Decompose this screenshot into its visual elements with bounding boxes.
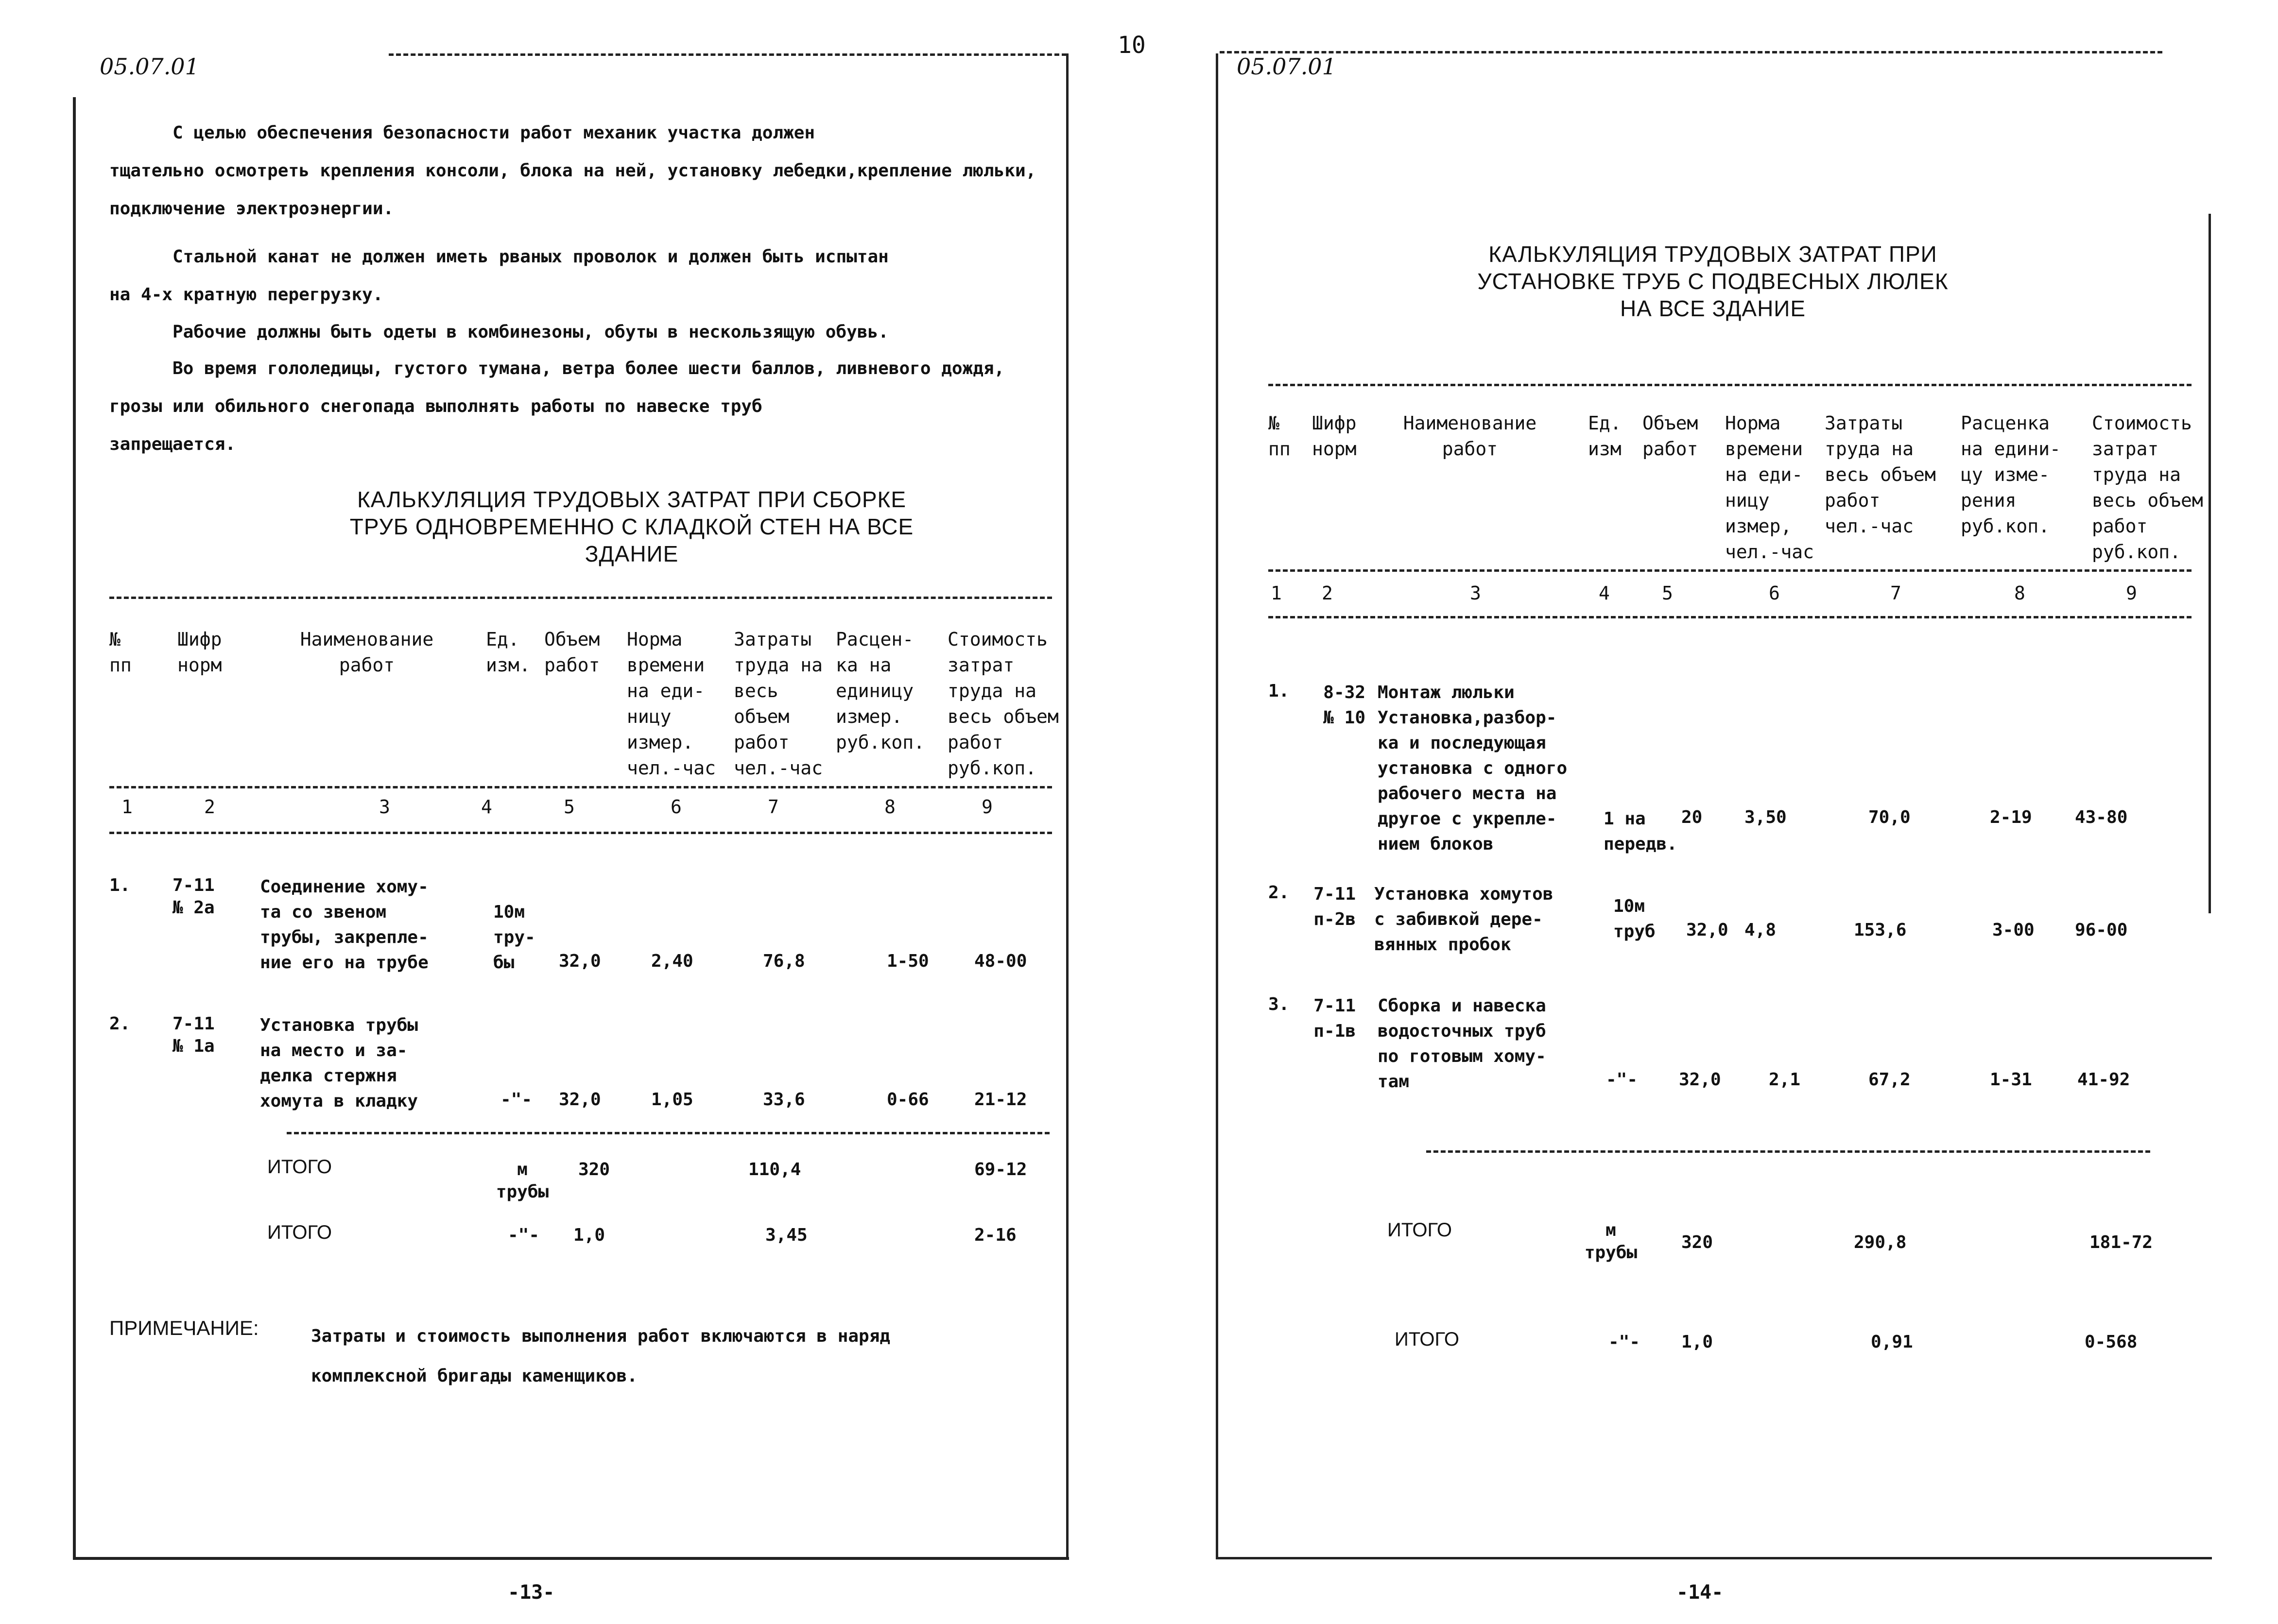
left-page-frame-bottom [73,1557,1069,1560]
right-header-labor: Затраты труда на весь объем работ чел.-час [1825,412,1936,537]
total-volume: 1,0 [573,1225,605,1245]
paragraph-2-text: Стальной канат не должен иметь рваных проволок и должен быть испытан на 4-х кратную перегрузку. [109,247,889,305]
row-code: 8-32 № 10 [1323,683,1365,728]
total-cost: 2-16 [974,1225,1017,1245]
total-label: ИТОГО [267,1222,332,1243]
total-labor: 0,91 [1871,1332,1913,1352]
left-page-frame-top [389,53,1067,56]
total-unit: м трубы [496,1160,549,1202]
right-colnum-2: 2 [1322,582,1333,604]
right-header-norm: Норма времени на еди- ницу измер, чел.-час [1725,412,1814,563]
row-cost: 43-80 [2075,807,2128,827]
row-unit: -"- [500,1090,533,1110]
right-page-frame-left [1216,53,1218,1559]
row-volume: 20 [1681,807,1703,827]
row-volume: 32,0 [1686,920,1728,940]
row-volume: 32,0 [1679,1070,1721,1090]
left-page-code: 05.07.01 [100,53,199,80]
right-colnum-4: 4 [1599,582,1610,604]
row-cost: 41-92 [2077,1070,2130,1090]
row-rate: 1-31 [1990,1070,2032,1090]
right-header-code: Шифр норм [1312,412,1357,460]
row-code: 7-11 п-1в [1313,996,1356,1041]
row-volume: 32,0 [559,951,601,971]
left-paragraph-2 [109,238,1042,314]
total-volume: 320 [1681,1232,1713,1252]
row-norm: 3,50 [1744,807,1787,827]
left-header-labor: Затраты труда на весь объем работ чел.-час [734,629,823,779]
row-unit: 10м тру- бы [493,902,535,973]
left-header-cost: Стоимость затрат труда на весь объем работ руб.коп. [948,629,1059,779]
row-labor: 76,8 [763,951,805,971]
row-number: 1. [109,875,131,895]
right-colnum-1: 1 [1271,582,1282,604]
row-norm: 2,1 [1769,1070,1801,1090]
row-cost: 96-00 [2075,920,2128,940]
right-header-name: Наименование работ [1403,412,1537,460]
row-rate: 0-66 [887,1090,929,1110]
total-label: ИТОГО [267,1156,332,1178]
left-colnum-3: 3 [379,796,390,818]
left-header-volume: Объем работ [544,629,600,676]
paragraph-1-text: С целью обеспечения безопасности работ механик участка должен тщательно осмотреть крепления консоли, блока на ней, установку лебедки,крепление люльки, подключение электроэнергии. [109,123,1036,219]
total-unit: м трубы [1584,1220,1638,1263]
total-volume: 320 [578,1160,610,1180]
right-colnum-6: 6 [1769,582,1780,604]
row-rate: 1-50 [887,951,929,971]
left-colnum-5: 5 [564,796,575,818]
right-page-frame-bottom [1216,1557,2212,1559]
paragraph-3-text: Рабочие должны быть одеты в комбинезоны, обуты в нескользящую обувь. [173,322,889,342]
left-header-code: Шифр норм [177,629,222,676]
left-colnum-7: 7 [768,796,779,818]
row-volume: 32,0 [559,1090,601,1110]
right-page-code: 05.07.01 [1237,53,1336,80]
right-table-top-rule [1268,384,2192,386]
row-rate: 2-19 [1990,807,2032,827]
left-header-number: № пп [109,629,132,676]
total-labor: 290,8 [1854,1232,1907,1252]
row-code: 7-11 № 1а [173,1014,215,1056]
right-colnum-5: 5 [1662,582,1673,604]
left-page-frame-right [1066,53,1069,1559]
left-totals-rule [287,1132,1050,1134]
total-labor: 110,4 [748,1160,801,1180]
total-label: ИТОГО [1395,1329,1460,1350]
right-colnum-7: 7 [1890,582,1901,604]
right-header-number: № пп [1268,412,1291,460]
row-labor: 67,2 [1868,1070,1911,1090]
row-number: 1. [1268,681,1290,701]
right-table-header-rule [1268,569,2192,572]
note-text: Затраты и стоимость выполнения работ включаются в наряд комплексной бригады каменщиков. [311,1326,891,1386]
row-number: 2. [109,1014,131,1034]
left-colnum-2: 2 [204,796,215,818]
row-labor: 153,6 [1854,920,1907,940]
left-colnum-4: 4 [481,796,492,818]
total-label: ИТОГО [1387,1219,1452,1241]
note-label: ПРИМЕЧАНИЕ: [109,1316,259,1339]
row-code: 7-11 п-2в [1313,884,1356,929]
right-page-number: -14- [1676,1581,1724,1604]
total-unit: -"- [1608,1332,1640,1352]
right-header-rate: Расценка на едини- цу изме- рения руб.коп. [1961,412,2061,537]
right-colnum-9: 9 [2126,582,2137,604]
row-name: Сборка и навеска водосточных труб по готовым хому- там [1378,996,1546,1092]
row-name: Установка трубы на место и за- делка стержня хомута в кладку [260,1015,418,1111]
right-header-unit: Ед. изм [1588,412,1622,460]
row-name: Соединение хому- та со звеном трубы, закрепле- ние его на трубе [260,877,429,973]
left-colnum-9: 9 [982,796,993,818]
left-paragraph-3 [109,313,1042,351]
left-colnum-1: 1 [121,796,133,818]
left-page-number: -13- [508,1581,555,1604]
total-unit: -"- [508,1225,540,1245]
left-header-unit: Ед. изм. [486,629,531,676]
total-volume: 1,0 [1681,1332,1713,1352]
row-cost: 48-00 [974,951,1027,971]
right-header-cost: Стоимость затрат труда на весь объем работ руб.коп. [2092,412,2203,563]
right-colnum-3: 3 [1470,582,1481,604]
row-norm: 4,8 [1744,920,1777,940]
left-header-rate: Расцен- ка на единицу измер. руб.коп. [836,629,925,753]
row-number: 3. [1268,994,1290,1014]
right-header-volume: Объем работ [1642,412,1698,460]
left-table-colnum-rule [109,832,1052,834]
row-cost: 21-12 [974,1090,1027,1110]
right-colnum-8: 8 [2014,582,2025,604]
right-totals-rule [1426,1150,2150,1153]
row-labor: 33,6 [763,1090,805,1110]
row-name: Монтаж люльки Установка,разбор- ка и последующая установка с одного рабочего места на другое с укрепле- нием блоков [1378,683,1568,854]
right-table-colnum-rule [1268,616,2192,618]
center-page-number: 10 [1118,32,1146,59]
left-header-name: Наименование работ [300,629,434,676]
left-page-frame-left [73,97,76,1559]
left-table-header-rule [109,786,1052,788]
total-cost: 181-72 [2089,1232,2153,1252]
row-labor: 70,0 [1868,807,1911,827]
left-paragraph-4 [109,350,1042,463]
row-norm: 2,40 [651,951,693,971]
total-labor: 3,45 [765,1225,808,1245]
row-code: 7-11 № 2а [173,875,215,918]
row-unit: 1 на передв. [1604,809,1677,854]
left-table-top-rule [109,597,1052,599]
row-unit: -"- [1606,1070,1638,1090]
row-number: 2. [1268,883,1290,903]
total-cost: 69-12 [974,1160,1027,1180]
row-unit: 10м труб [1613,896,1656,941]
left-colnum-8: 8 [884,796,896,818]
total-cost: 0-568 [2085,1332,2138,1352]
left-colnum-6: 6 [671,796,682,818]
row-rate: 3-00 [1992,920,2035,940]
right-page-frame-top [1220,51,2162,53]
left-table-title: КАЛЬКУЛЯЦИЯ ТРУДОВЫХ ЗАТРАТ ПРИ СБОРКЕ ТРУБ ОДНОВРЕМЕННО С КЛАДКОЙ СТЕН НА ВСЕ ЗДАНИЕ [349,487,914,566]
left-header-norm: Норма времени на еди- ницу измер. чел.-час [627,629,716,779]
right-table-title: КАЛЬКУЛЯЦИЯ ТРУДОВЫХ ЗАТРАТ ПРИ УСТАНОВКЕ ТРУБ С ПОДВЕСНЫХ ЛЮЛЕК НА ВСЕ ЗДАНИЕ [1477,241,1949,321]
row-name: Установка хомутов с забивкой дере- вянных пробок [1374,884,1553,955]
left-paragraph-1 [109,114,1042,228]
paragraph-4-text: Во время гололедицы, густого тумана, ветра более шести баллов, ливневого дождя, грозы или обильного снегопада выполнять работы по навеске труб запрещается. [109,359,1005,454]
row-norm: 1,05 [651,1090,693,1110]
